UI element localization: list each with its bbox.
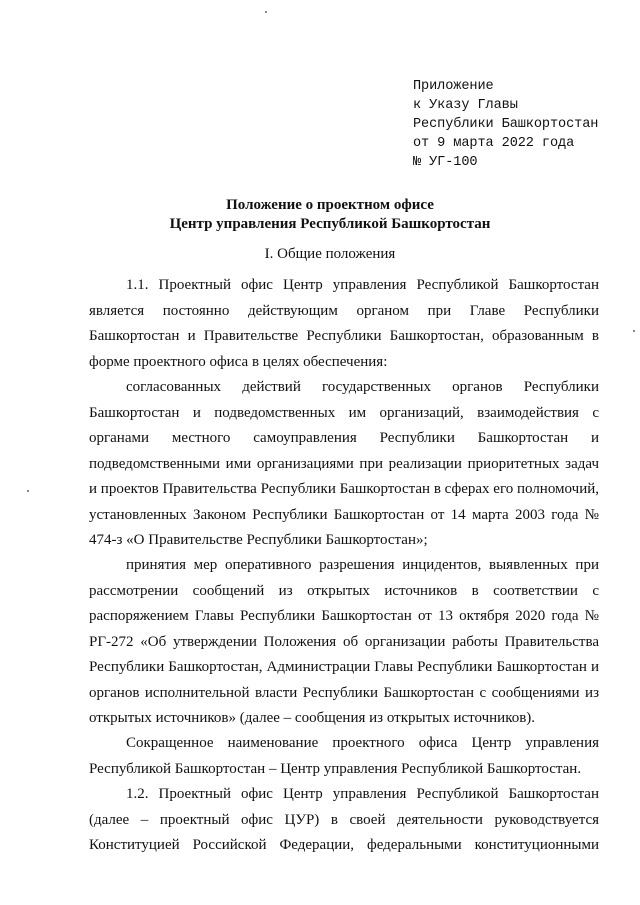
scan-speck bbox=[27, 490, 29, 492]
appendix-block bbox=[413, 77, 633, 172]
appendix-date: от 9 марта 2022 года bbox=[413, 136, 575, 151]
paragraph-1-2: 1.2. Проектный офис Центр управления Республикой Башкортостан (далее – проектный офис ЦУР) в своей деятельности руководствуется Конституцией Российской Федерации, федеральными конституционными bbox=[89, 786, 599, 853]
document-title-line-1: Положение о проектном офисе bbox=[226, 197, 434, 213]
appendix-line: Приложение bbox=[413, 79, 494, 94]
scan-speck bbox=[265, 11, 267, 13]
appendix-line: Республики Башкортостан bbox=[413, 117, 599, 132]
paragraph-short-name: Сокращенное наименование проектного офиса Центр управления Республикой Башкортостан – Центр управления Республикой Башкортостан. bbox=[89, 735, 599, 777]
paragraph-coordination: согласованных действий государственных органов Республики Башкортостан и подведомственных им организаций, взаимодействия с органами местного самоуправления Республики Башкортостан и подведомственными ими организациями при реализации приоритетных задач и проектов Правительства Республики Башкортостан в сферах его полномочий, установленных Законом Республики Башкортостан от 14 марта 2003 года № 474-з «О Правительстве Республики Башкортостан»; bbox=[89, 379, 599, 548]
paragraph-1-1: 1.1. Проектный офис Центр управления Республикой Башкортостан является постоянно действующим органом при Главе Республики Башкортостан и Правительстве Республики Башкортостан, образованным в форме проектного офиса в целях обеспечения: bbox=[89, 277, 599, 370]
paragraph-incidents: принятия мер оперативного разрешения инцидентов, выявленных при рассмотрении сообщений из открытых источников в соответствии с распоряжением Главы Республики Башкортостан от 13 октября 2020 года № РГ-272 «Об утверждении Положения об организации работы Правительства Республики Башкортостан, Администрации Главы Республики Башкортостан и органов исполнительной власти Республики Башкортостан с сообщениями из открытых источников» (далее – сообщения из открытых источников). bbox=[89, 557, 599, 726]
section-heading: I. Общие положения bbox=[264, 246, 396, 262]
appendix-line: к Указу Главы bbox=[413, 98, 518, 113]
scan-speck bbox=[633, 330, 635, 332]
document-title-line-2: Центр управления Республикой Башкортостан bbox=[169, 216, 491, 232]
appendix-number: № УГ-100 bbox=[413, 155, 478, 170]
